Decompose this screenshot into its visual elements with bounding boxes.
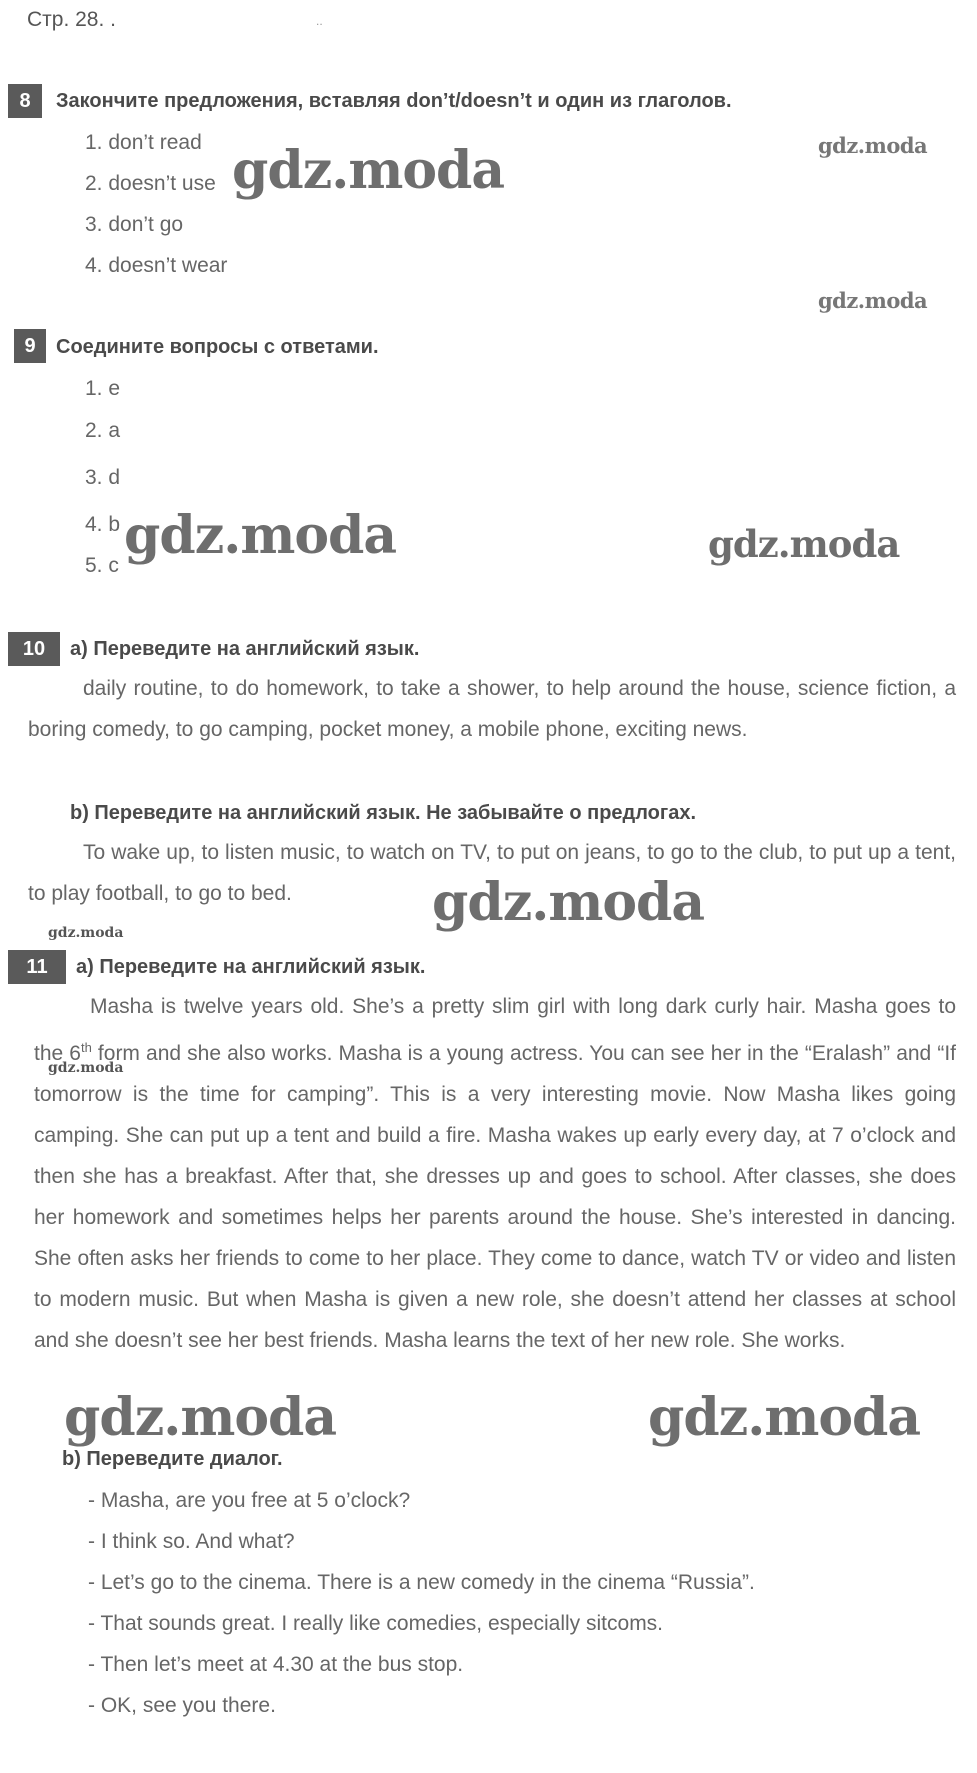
exercise-9-title: Соедините вопросы с ответами. [56,336,379,358]
watermark-logo: gdz.moda [232,140,505,201]
exercise-number-8: 8 [8,84,42,118]
ex9-item-3: 3. d [85,466,121,489]
exercise-11a-text [34,986,956,1361]
exercise-11b-title: b) Переведите диалог. [62,1448,283,1470]
dialogue-line-2: - I think so. And what? [88,1530,295,1553]
exercise-10b-text-content: To wake up, to listen music, to watch on TV, to put on jeans, to go to the club, to put up a tent, to play football, to go to bed. [28,841,956,905]
ex8-item-1: 1. don’t read [85,131,202,154]
watermark-logo: gdz.moda [48,1060,124,1076]
exercise-11a-title: а) Переведите на английский язык. [76,956,426,978]
exercise-10b-title: b) Переведите на английский язык. Не забывайте о предлогах. [70,802,697,824]
dialogue-line-4: - That sounds great. I really like comedies, especially sitcoms. [88,1612,664,1635]
dialogue-line-6: - OK, see you there. [88,1694,276,1717]
watermark-logo: gdz.moda [48,925,124,941]
watermark-logo: gdz.moda [708,522,900,566]
dialogue-line-1: - Masha, are you free at 5 o’clock? [88,1489,411,1512]
exercise-number-10: 10 [8,632,60,666]
exercise-8-title: Закончите предложения, вставляя don’t/doesn’t и один из глаголов. [56,90,732,112]
exercise-10a-text [28,668,956,750]
dialogue-line-5: - Then let’s meet at 4.30 at the bus stop. [88,1653,464,1676]
page-header: Стр. 28. . [27,8,116,31]
ex8-item-2: 2. doesn’t use [85,172,216,195]
ex9-item-2: 2. a [85,419,121,442]
dialogue-line-3: - Let’s go to the cinema. There is a new comedy in the cinema “Russia”. [88,1571,755,1594]
exercise-11a-text-part2: form and she also works. Masha is a young actress. You can see her in the “Eralash” and “If tomorrow is the time for camping”. This is a very interesting movie. Now Masha likes going camping. She can put up a tent and build a fire. Masha wakes up early every day, at 7 o’clock and then she has a breakfast. After that, she dresses up and goes to school. After classes, she does her homework and sometimes helps her parents around the house. She’s interested in dancing. She often asks her friends to come to her place. They come to dance, watch TV or video and listen to modern music. But when Masha is given a new role, she doesn’t attend her classes at school and she doesn’t see her best friends. Masha learns the text of her new role. She works. [34,1042,956,1352]
watermark-logo: gdz.moda [64,1387,337,1448]
watermark-logo: gdz.moda [432,872,705,933]
ex9-item-5: 5. c [85,554,119,577]
header-dots: .. [316,14,323,28]
ex8-item-4: 4. doesn’t wear [85,254,228,277]
ex8-item-3: 3. don’t go [85,213,184,236]
exercise-11a-superscript: th [80,1040,92,1055]
exercise-10a-title: а) Переведите на английский язык. [70,638,420,660]
watermark-logo: gdz.moda [648,1387,921,1448]
watermark-logo: gdz.moda [818,288,928,313]
watermark-logo: gdz.moda [124,505,397,566]
ex9-item-1: 1. e [85,377,121,400]
ex9-item-4: 4. b [85,513,121,536]
exercise-number-11: 11 [8,950,66,984]
watermark-logo: gdz.moda [818,133,928,158]
exercise-number-9: 9 [14,329,46,363]
exercise-11a-text-part1: Masha is twelve years old. She’s a pretty slim girl with long dark curly hair. Masha goes to the 6 [34,995,956,1065]
exercise-10a-text-content: daily routine, to do homework, to take a shower, to help around the house, science fiction, a boring comedy, to go camping, pocket money, a mobile phone, exciting news. [28,677,956,741]
